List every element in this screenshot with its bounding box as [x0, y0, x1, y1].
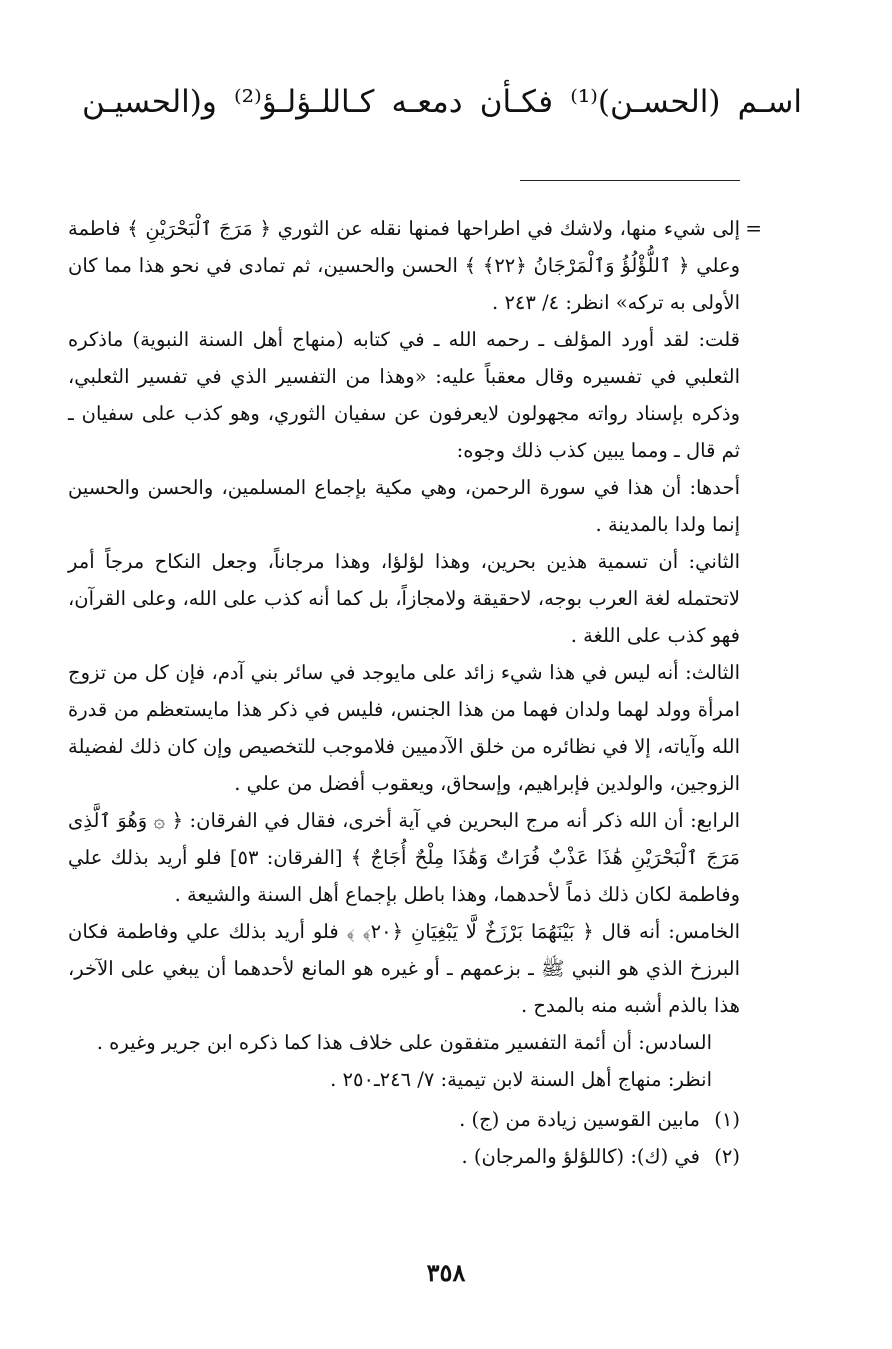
commentary-block [68, 210, 740, 1098]
footnote-item [68, 1101, 740, 1138]
footnote-text: في (ك): (كاللؤلؤ والمرجان) . [461, 1145, 700, 1168]
commentary-paragraph: إلى شيء منها، ولاشك في اطراحها فمنها نقله عن الثوري ﴿ مَرَجَ ٱلْبَحْرَيْنِ ﴾ فاطمة وعلي ﴿ ٱللُّؤْلُؤُ وَٱلْمَرْجَانُ ﴿٢٢﴾ ﴾ الحسن والحسين، ثم تمادى في نحو هذا مما كان الأولى به تركه» انظر: ٤/ ٢٤٣ . [68, 217, 740, 314]
commentary-paragraph: قلت: لقد أورد المؤلف ـ رحمه الله ـ في كتابه (منهاج أهل السنة النبوية) ماذكره الثعلبي في تفسيره وقال معقباً عليه: «وهذا من التفسير الذي في تفسير الثعلبي، وذكره بإسناد رواته مجهولون لايعرفون عن سفيان الثوري، وهو كذب على سفيان ـ ثم قال ـ ومما يبين كذب ذلك وجوه: [68, 328, 740, 462]
continuation-mark: = [745, 216, 762, 240]
commentary-paragraph: السادس: أن أئمة التفسير متفقون على خلاف هذا كما ذكره ابن جرير وغيره . [96, 1031, 712, 1054]
footnotes-list [68, 1101, 740, 1175]
page-number: ٣٥٨ [426, 1258, 466, 1287]
commentary-paragraph: الرابع: أن الله ذكر أنه مرج البحرين في آية أخرى، فقال في الفرقان: ﴿ ۞ وَهُوَ ٱلَّذِى مَرَجَ ٱلْبَحْرَيْنِ هَٰذَا عَذْبٌ فُرَاتٌ وَهَٰذَا مِلْحٌ أُجَاجٌ ﴾ [الفرقان: ٥٣] فلو أريد بذلك علي وفاطمة لكان ذلك ذماً لأحدهما، وهذا باطل بإجماع أهل السنة والشيعة . [68, 809, 740, 906]
commentary-paragraph: الثالث: أنه ليس في هذا شيء زائد على مايوجد في سائر بني آدم، فإن كل من تزوج امرأة وولد لهما ولدان فهما من هذا الجنس، فليس في ذكر هذا مايستعظم من قدرة الله وآياته، إلا في نظائره من خلق الآدميين فلاموجب للتخصيص وإن كان ذلك لفضيلة الزوجين، والولدين فإبراهيم، وإسحاق، ويعقوب أفضل من علي . [68, 661, 740, 795]
commentary-paragraph: الثاني: أن تسمية هذين بحرين، وهذا لؤلؤا، وهذا مرجاناً، وجعل النكاح مرجاً أمر لاتحتمله لغة العرب بوجه، لاحقيقة ولامجازاً، بل كما أنه كذب على الله، وعلى القرآن، فهو كذب على اللغة . [68, 550, 740, 647]
commentary-paragraph: الخامس: أنه قال ﴿ بَيْنَهُمَا بَرْزَخٌ لَّا يَبْغِيَانِ ﴿٢٠﴾ ﴾ فلو أريد بذلك علي وفاطمة فكان البرزخ الذي هو النبي ﷺ ـ بزعمهم ـ أو غيره هو المانع لأحدهما أن يبغي على الآخر، هذا بالذم أشبه منه بالمدح . [68, 920, 741, 1017]
commentary-paragraph: أحدها: أن هذا في سورة الرحمن، وهي مكية بإجماع المسلمين، والحسن والحسين إنما ولدا بالمدينة . [68, 476, 740, 536]
footnote-separator-rule [520, 180, 740, 181]
footnote-number: (١) [714, 1108, 740, 1131]
poem-verse-line: اسـم (الحسـن)⁽¹⁾ فكـأن دمعـه كـاللـؤلـؤ⁽²⁾ و(الحسيـن [82, 84, 802, 120]
footnote-text: مابين القوسين زيادة من (ج) . [459, 1108, 700, 1131]
footnote-item [68, 1138, 740, 1175]
footnote-number: (٢) [714, 1145, 740, 1168]
commentary-reference: انظر: منهاج أهل السنة لابن تيمية: ٧/ ٢٤٦ـ٢٥٠ . [330, 1068, 712, 1091]
